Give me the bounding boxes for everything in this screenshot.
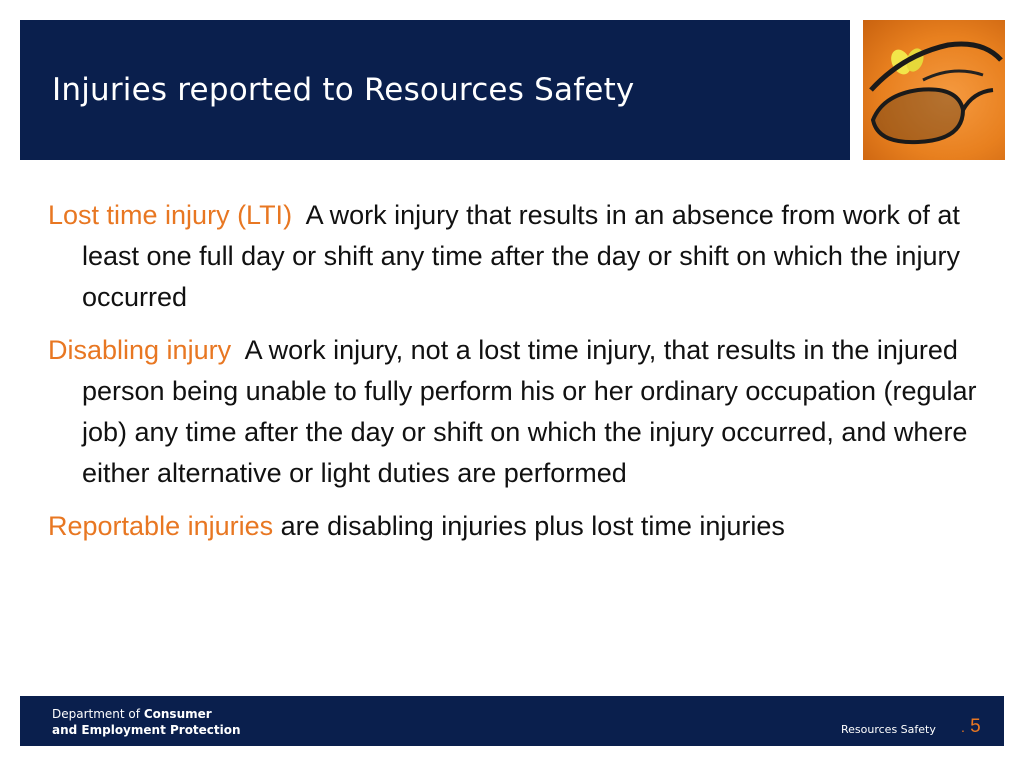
page-number-value: 5 bbox=[970, 716, 981, 737]
footer-label: Resources Safety bbox=[841, 723, 936, 736]
definition-lti-text: A work injury that results in an absence from work of at least one full day or shift any time after the day or shift on which the injury occurred bbox=[82, 200, 960, 312]
page-dot: . bbox=[961, 719, 965, 735]
safety-gear-photo bbox=[863, 20, 1005, 160]
dept-bold-2: and Employment Protection bbox=[52, 723, 241, 737]
definition-disabling-text: A work injury, not a lost time injury, that results in the injured person being unable to fully perform his or her ordinary occupation (regular job) any time after the day or shift on which the injury occurred, and where either alternative or light duties are performed bbox=[82, 335, 977, 488]
term-reportable: Reportable injuries bbox=[48, 511, 274, 541]
dept-bold-1: Consumer bbox=[143, 707, 212, 721]
dept-prefix: Department of bbox=[52, 707, 140, 721]
footer-bar bbox=[20, 696, 1004, 746]
definition-reportable bbox=[48, 506, 998, 547]
slide-title: Injuries reported to Resources Safety bbox=[52, 72, 635, 108]
definitions-list bbox=[48, 195, 998, 559]
definition-disabling bbox=[48, 330, 998, 494]
definition-reportable-text: are disabling injuries plus lost time injuries bbox=[280, 511, 785, 541]
title-banner bbox=[20, 20, 850, 160]
page-number bbox=[961, 716, 981, 738]
safety-glasses-icon bbox=[863, 20, 1005, 160]
term-disabling: Disabling injury bbox=[48, 335, 232, 365]
definition-lti bbox=[48, 195, 998, 318]
term-lti: Lost time injury (LTI) bbox=[48, 200, 293, 230]
department-name bbox=[52, 706, 241, 738]
